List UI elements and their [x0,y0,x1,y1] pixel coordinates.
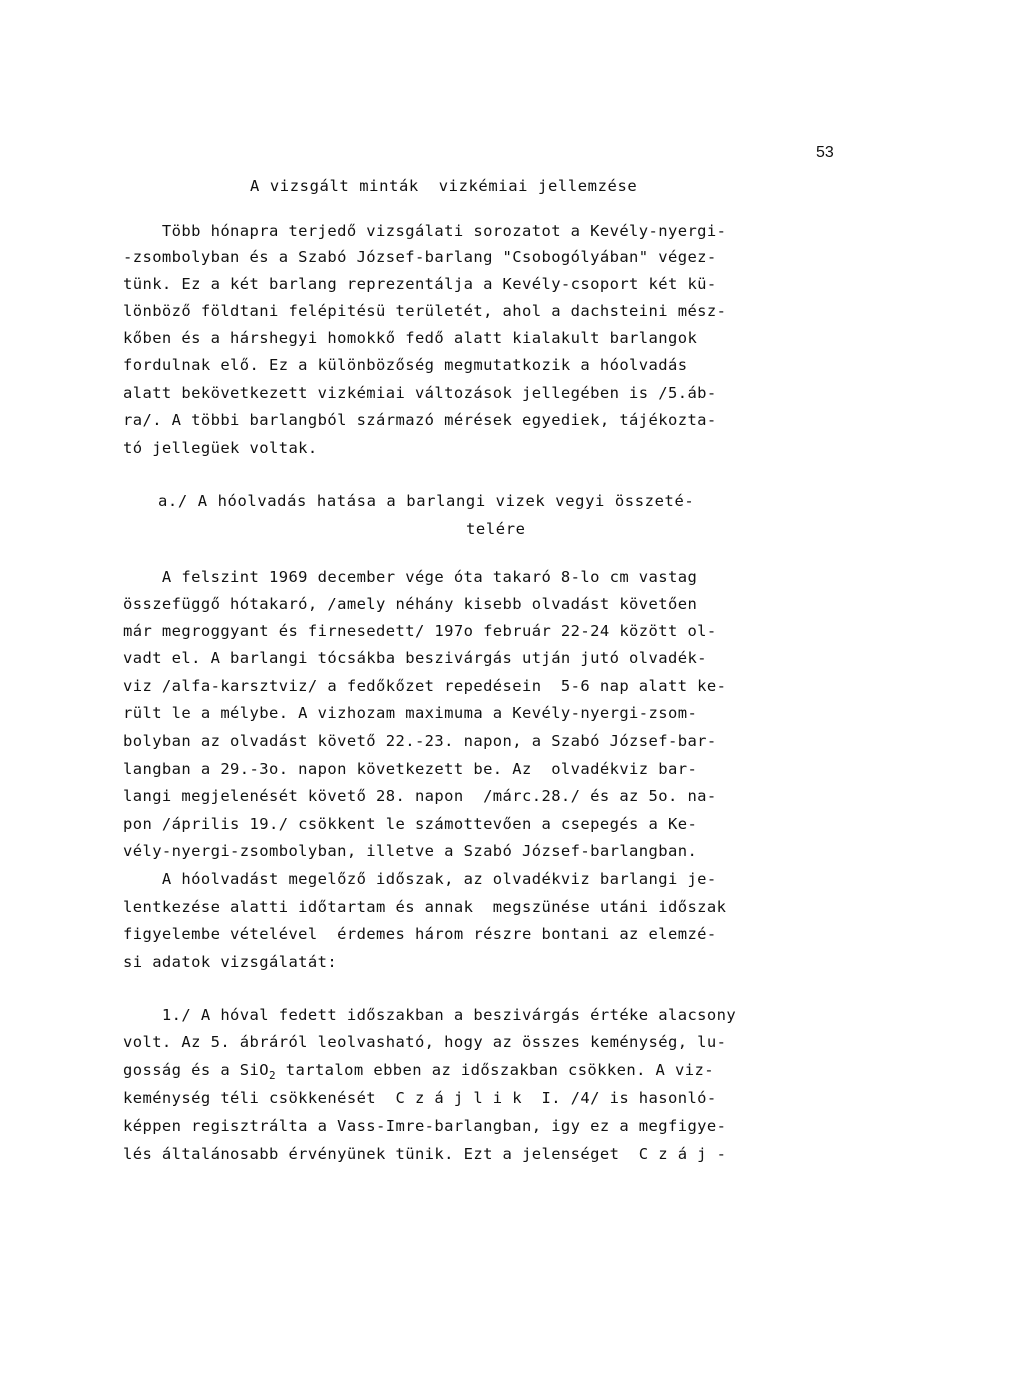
text-line-sio2 [123,1060,714,1080]
text-line: kőben és a hárshegyi homokkő fedő alatt kialakult barlangok [123,329,698,347]
subscript-2: 2 [268,1069,277,1082]
text-line: 1./ A hóval fedett időszakban a beszivárgás értéke alacsony [123,1006,737,1024]
page-number: 53 [816,144,834,161]
text-line: tó jellegüek voltak. [123,439,318,457]
subsection-title-line: a./ A hóolvadás hatása a barlangi vizek vegyi összeté- [158,492,695,510]
text-line: fordulnak elő. Ez a különbözőség megmutatkozik a hóolvadás [123,356,688,374]
text-line: lönböző földtani felépitésü területét, ahol a dachsteini mész- [123,302,727,320]
text-line: összefüggő hótakaró, /amely néhány kisebb olvadást követően [123,595,698,613]
text-line: pon /április 19./ csökkent le számottevően a csepegés a Ke- [123,815,698,833]
text-line: langban a 29.-3o. napon következett be. Az olvadékviz bar- [123,760,698,778]
text-line: -zsombolyban és a Szabó József-barlang "Csobogólyában" végez- [123,248,717,266]
subsection-title-line: telére [466,520,526,538]
text-line: A hóolvadást megelőző időszak, az olvadékviz barlangi je- [123,870,717,888]
section-title: A vizsgált minták vizkémiai jellemzése [250,177,638,195]
text-fragment: gosság és a SiO [123,1061,269,1079]
text-line: ra/. A többi barlangból származó mérések egyediek, tájékozta- [123,411,717,429]
text-line: si adatok vizsgálatát: [123,953,338,971]
text-line: langi megjelenését követő 28. napon /márc.28./ és az 5o. na- [123,787,717,805]
text-line: bolyban az olvadást követő 22.-23. napon, a Szabó József-bar- [123,732,717,750]
text-line: vadt el. A barlangi tócsákba beszivárgás utján jutó olvadék- [123,649,707,667]
text-line: alatt bekövetkezett vizkémiai változások jellegében is /5.áb- [123,384,717,402]
text-line: lés általánosabb érvényünek tünik. Ezt a jelenséget C z á j - [123,1145,727,1163]
text-fragment: tartalom ebben az időszakban csökken. A viz- [276,1061,714,1079]
text-line: képpen regisztrálta a Vass-Imre-barlangban, igy ez a megfigye- [123,1117,727,1135]
text-line: A felszint 1969 december vége óta takaró 8-lo cm vastag [123,568,698,586]
text-line: keménység téli csökkenését C z á j l i k I. /4/ is hasonló- [123,1089,717,1107]
text-line: lentkezése alatti időtartam és annak megszünése utáni időszak [123,898,727,916]
text-line: volt. Az 5. ábráról leolvasható, hogy az összes keménység, lu- [123,1033,727,1051]
text-line: rült le a mélybe. A vizhozam maximuma a Kevély-nyergi-zsom- [123,704,698,722]
text-line: viz /alfa-karsztviz/ a fedőkőzet repedésein 5-6 nap alatt ke- [123,677,727,695]
text-line: már megroggyant és firnesedett/ 197o február 22-24 között ol- [123,622,717,640]
text-line: figyelembe vételével érdemes három részre bontani az elemzé- [123,925,717,943]
text-line: tünk. Ez a két barlang reprezentálja a Kevély-csoport két kü- [123,275,717,293]
text-line: Több hónapra terjedő vizsgálati sorozatot a Kevély-nyergi- [123,222,727,240]
text-line: vély-nyergi-zsombolyban, illetve a Szabó József-barlangban. [123,842,698,860]
